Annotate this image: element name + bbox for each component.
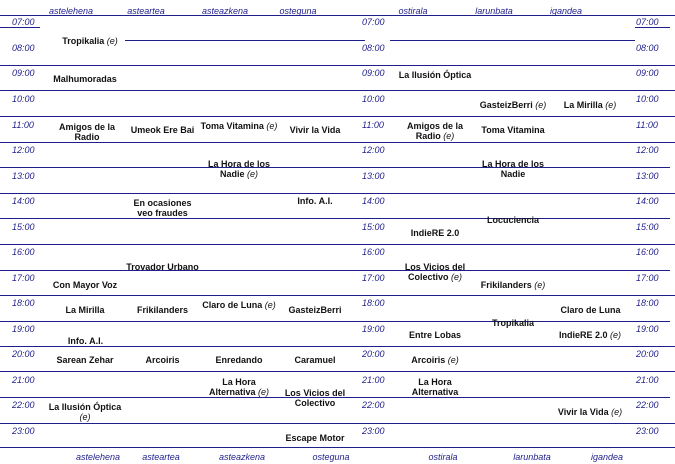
time-label: 15:00 <box>636 222 659 232</box>
program-tropikalia: Tropikalia (e) <box>62 36 118 46</box>
program-escape-motor: Escape Motor <box>285 433 345 443</box>
time-label: 08:00 <box>636 43 659 53</box>
time-label: 11:00 <box>362 120 384 130</box>
program-sarean-zehar: Sarean Zehar <box>56 355 114 365</box>
program-vivir-la-vida: Vivir la Vida (e) <box>557 407 623 417</box>
program-toma-vitamina: Toma Vitamina (e) <box>200 121 278 131</box>
program-la-hora-de-los-nadie: La Hora de los Nadie <box>481 159 544 179</box>
hour-rule <box>0 142 675 143</box>
program-la-ilusion-optica: La Ilusión Óptica (e) <box>48 402 122 422</box>
hour-rule <box>0 167 670 168</box>
time-label: 22:00 <box>636 400 659 410</box>
time-label: 20:00 <box>12 349 35 359</box>
time-label: 08:00 <box>12 43 35 53</box>
day-header-saturday: larunbata <box>475 6 513 16</box>
program-info-ai: Info. A.I. <box>67 336 104 346</box>
time-label: 21:00 <box>636 375 659 385</box>
hour-rule <box>0 193 675 194</box>
program-la-hora-alternativa: La Hora Alternativa (e) <box>208 377 270 397</box>
hour-rule <box>0 295 675 296</box>
time-label: 19:00 <box>636 324 659 334</box>
program-la-mirilla: La Mirilla (e) <box>563 100 617 110</box>
day-footer-saturday: larunbata <box>513 452 551 462</box>
hour-rule <box>0 321 670 322</box>
time-label: 13:00 <box>362 171 385 181</box>
program-locuciencia: Locuciencia <box>486 215 540 225</box>
time-label: 12:00 <box>362 145 385 155</box>
program-amigos-de-la-radio: Amigos de la Radio (e) <box>406 121 463 141</box>
time-label: 23:00 <box>12 426 35 436</box>
time-label: 07:00 <box>636 17 659 27</box>
day-footer-thursday: osteguna <box>312 452 350 462</box>
program-claro-de-luna: Claro de Luna (e) <box>202 300 276 310</box>
hour-rule <box>125 40 365 41</box>
day-footer-monday: astelehena <box>75 452 121 462</box>
time-label: 19:00 <box>12 324 35 334</box>
hour-rule <box>0 27 40 28</box>
time-label: 10:00 <box>636 94 659 104</box>
time-label: 10:00 <box>362 94 385 104</box>
day-footer-wednesday: asteazkena <box>218 452 266 462</box>
program-los-vicios-del-colectivo: Los Vicios del Colectivo <box>284 388 346 408</box>
program-arcoiris: Arcoiris <box>145 355 180 365</box>
day-header-thursday: osteguna <box>279 6 317 16</box>
hour-rule <box>0 270 670 271</box>
day-header-tuesday: asteartea <box>127 6 165 16</box>
program-malhumoradas: Malhumoradas <box>53 74 117 84</box>
time-label: 14:00 <box>12 196 35 206</box>
program-gasteizberri: GasteizBerri (e) <box>479 100 547 110</box>
header-rule <box>0 15 675 16</box>
program-frikilanders: Frikilanders (e) <box>480 280 546 290</box>
program-info-ai: Info. A.I. <box>297 196 333 206</box>
time-label: 21:00 <box>362 375 385 385</box>
time-label: 09:00 <box>636 68 659 78</box>
time-label: 22:00 <box>12 400 35 410</box>
time-label: 12:00 <box>636 145 659 155</box>
hour-rule <box>0 244 675 245</box>
program-amigos-de-la-radio: Amigos de la Radio <box>58 122 115 142</box>
time-label: 20:00 <box>362 349 385 359</box>
day-header-friday: ostirala <box>398 6 428 16</box>
time-label: 18:00 <box>636 298 659 308</box>
program-tropikalia: Tropikalia <box>491 318 535 328</box>
time-label: 23:00 <box>362 426 385 436</box>
time-label: 11:00 <box>636 120 658 130</box>
time-label: 12:00 <box>12 145 35 155</box>
time-label: 16:00 <box>12 247 35 257</box>
program-umeok-ere-bai: Umeok Ere Bai <box>130 125 195 135</box>
time-label: 22:00 <box>362 400 385 410</box>
program-gasteizberri: GasteizBerri <box>288 305 342 315</box>
time-label: 17:00 <box>12 273 35 283</box>
program-trovador-urbano: Trovador Urbano <box>126 262 199 272</box>
program-arcoiris: Arcoiris (e) <box>411 355 459 365</box>
day-footer-sunday: igandea <box>590 452 624 462</box>
program-frikilanders: Frikilanders <box>136 305 189 315</box>
program-los-vicios-del-colectivo: Los Vicios del Colectivo (e) <box>404 262 466 282</box>
time-label: 19:00 <box>362 324 385 334</box>
time-label: 08:00 <box>362 43 385 53</box>
program-enredando: Enredando <box>215 355 263 365</box>
time-label: 09:00 <box>12 68 35 78</box>
program-indiere: IndieRE 2.0 <box>410 228 460 238</box>
time-label: 17:00 <box>636 273 659 283</box>
hour-rule <box>0 346 675 347</box>
program-la-ilusion-optica: La Ilusión Óptica <box>398 70 472 80</box>
time-label: 09:00 <box>362 68 385 78</box>
hour-rule <box>390 40 635 41</box>
time-label: 18:00 <box>12 298 35 308</box>
time-label: 10:00 <box>12 94 35 104</box>
time-label: 13:00 <box>12 171 35 181</box>
time-label: 17:00 <box>362 273 385 283</box>
time-label: 21:00 <box>12 375 35 385</box>
day-header-monday: astelehena <box>48 6 94 16</box>
hour-rule <box>0 65 675 66</box>
time-label: 23:00 <box>636 426 659 436</box>
program-caramuel: Caramuel <box>294 355 336 365</box>
hour-rule <box>0 218 670 219</box>
program-la-mirilla: La Mirilla <box>65 305 105 315</box>
time-label: 16:00 <box>362 247 385 257</box>
time-label: 15:00 <box>12 222 35 232</box>
program-entre-lobas: Entre Lobas <box>408 330 461 340</box>
day-footer-friday: ostirala <box>428 452 458 462</box>
time-label: 13:00 <box>636 171 659 181</box>
time-label: 15:00 <box>362 222 385 232</box>
time-label: 14:00 <box>636 196 659 206</box>
time-label: 20:00 <box>636 349 659 359</box>
program-indiere: IndieRE 2.0 (e) <box>558 330 622 340</box>
time-label: 11:00 <box>12 120 34 130</box>
footer-rule <box>0 447 675 448</box>
program-vivir-la-vida: Vivir la Vida <box>289 125 341 135</box>
program-en-ocasiones: En ocasiones veo fraudes <box>133 198 192 218</box>
day-footer-tuesday: asteartea <box>142 452 180 462</box>
time-label: 14:00 <box>362 196 385 206</box>
program-con-mayor-voz: Con Mayor Voz <box>52 280 118 290</box>
program-la-hora-alternativa: La Hora Alternativa <box>411 377 459 397</box>
time-label: 07:00 <box>362 17 385 27</box>
day-header-sunday: igandea <box>549 6 583 16</box>
program-claro-de-luna: Claro de Luna <box>560 305 621 315</box>
program-toma-vitamina: Toma Vitamina <box>481 125 545 135</box>
time-label: 16:00 <box>636 247 659 257</box>
day-header-wednesday: asteazkena <box>201 6 249 16</box>
hour-rule <box>0 116 675 117</box>
hour-rule <box>0 90 675 91</box>
hour-rule <box>635 27 670 28</box>
program-la-hora-de-los-nadie: La Hora de los Nadie (e) <box>207 159 270 179</box>
hour-rule <box>0 423 675 424</box>
hour-rule <box>0 371 675 372</box>
time-label: 18:00 <box>362 298 385 308</box>
time-label: 07:00 <box>12 17 35 27</box>
